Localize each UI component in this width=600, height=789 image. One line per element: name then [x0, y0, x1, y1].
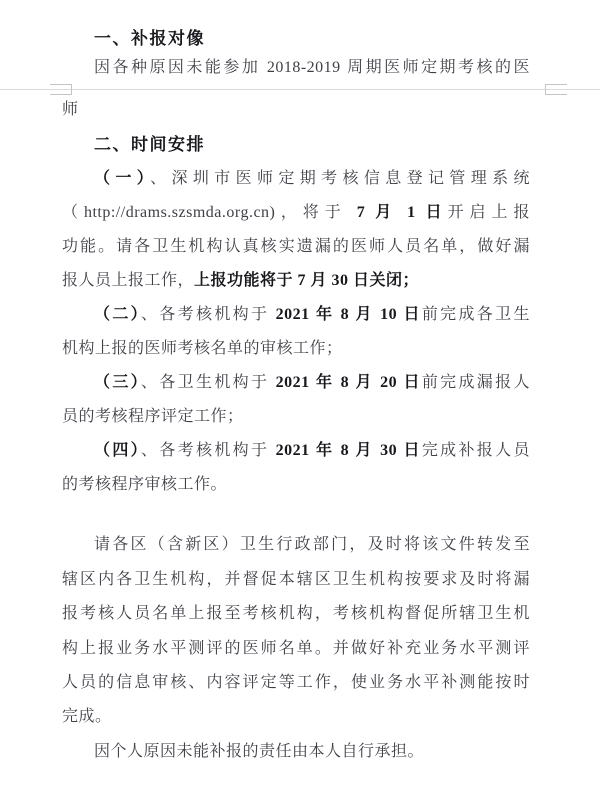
para-item1-line-3	[62, 229, 530, 264]
bold-text-run: 二、时间安排	[94, 135, 205, 155]
para-item3-line-2	[62, 399, 530, 434]
para-item4-line-2	[62, 467, 530, 502]
para-item4-line-1	[62, 433, 530, 468]
text-run: 报人员上报工作，	[62, 272, 195, 289]
text-run: 因个人原因未能补报的责任由本人自行承担。	[94, 743, 425, 760]
section-2-heading	[62, 128, 530, 163]
text-run: 、深圳市医师定期考核信息登记管理系统	[150, 170, 530, 187]
para-item3-line-1	[62, 365, 530, 400]
text-run: 、各卫生机构于	[141, 374, 276, 391]
para-item1-line-1	[62, 161, 530, 196]
text-run: 前完成各卫生	[421, 306, 530, 323]
para-notice-line-1	[62, 527, 530, 562]
para-notice-line-2	[62, 562, 530, 597]
text-run: 人员的信息审核、内容评定等工作，使业务水平补测能按时	[62, 674, 530, 691]
bold-text-run: （四）	[94, 442, 141, 459]
text-run: 的考核程序审核工作。	[62, 476, 228, 493]
para-target-line-1	[62, 50, 530, 85]
para-item1-line-2	[62, 195, 530, 230]
bold-text-run: （一）	[94, 170, 151, 187]
text-run: 前完成漏报人	[421, 374, 530, 391]
para-item2-line-2	[62, 331, 530, 366]
text-run: 完成补报人员	[421, 442, 530, 459]
para-item2-line-1	[62, 297, 530, 332]
bold-text-run: 2021 年 8 月 20 日	[275, 374, 422, 391]
para-notice-line-4	[62, 631, 530, 666]
text-run: 完成。	[62, 708, 112, 725]
bold-text-run: （三）	[94, 374, 141, 391]
text-run: 因各种原因未能参加 2018-2019 周期医师定期考核的医	[94, 59, 530, 76]
text-run: 开启上报	[447, 204, 530, 221]
text-run: 机构上报的医师考核名单的审核工作；	[62, 340, 343, 357]
para-responsibility	[62, 734, 530, 769]
para-item1-line-4	[62, 263, 530, 298]
text-run: 辖区内各卫生机构，并督促本辖区卫生机构按要求及时将漏	[62, 571, 530, 588]
bold-text-run: 一、补报对像	[94, 29, 205, 49]
bold-text-run: 2021 年 8 月 30 日	[275, 442, 422, 459]
para-target-line-2	[62, 92, 530, 127]
para-notice-line-6	[62, 699, 530, 734]
para-notice-line-3	[62, 596, 530, 631]
text-run: 构上报业务水平测评的医师名单。并做好补充业务水平测评	[62, 640, 530, 657]
text-run: 师	[62, 101, 79, 118]
text-run: 请各区（含新区）卫生行政部门，及时将该文件转发至	[94, 536, 530, 553]
text-run: 员的考核程序评定工作；	[62, 408, 244, 425]
text-run: 功能。请各卫生机构认真核实遗漏的医师人员名单，做好漏	[62, 238, 530, 255]
para-notice-line-5	[62, 665, 530, 700]
text-run: 、各考核机构于	[141, 306, 276, 323]
bold-text-run: （二）	[94, 306, 141, 323]
text-run: 、各考核机构于	[141, 442, 276, 459]
text-run: （http://drams.szsmda.org.cn)，将于	[62, 204, 357, 221]
document-body	[62, 0, 530, 789]
text-run: 报考核人员名单上报至考核机构，考核机构督促所辖卫生机	[62, 605, 530, 622]
bold-text-run: 2021 年 8 月 10 日	[275, 306, 422, 323]
bold-text-run: 上报功能将于 7 月 30 日关闭；	[194, 272, 420, 289]
page-margin-mark-right	[545, 84, 567, 95]
bold-text-run: 7 月 1 日	[356, 204, 448, 221]
